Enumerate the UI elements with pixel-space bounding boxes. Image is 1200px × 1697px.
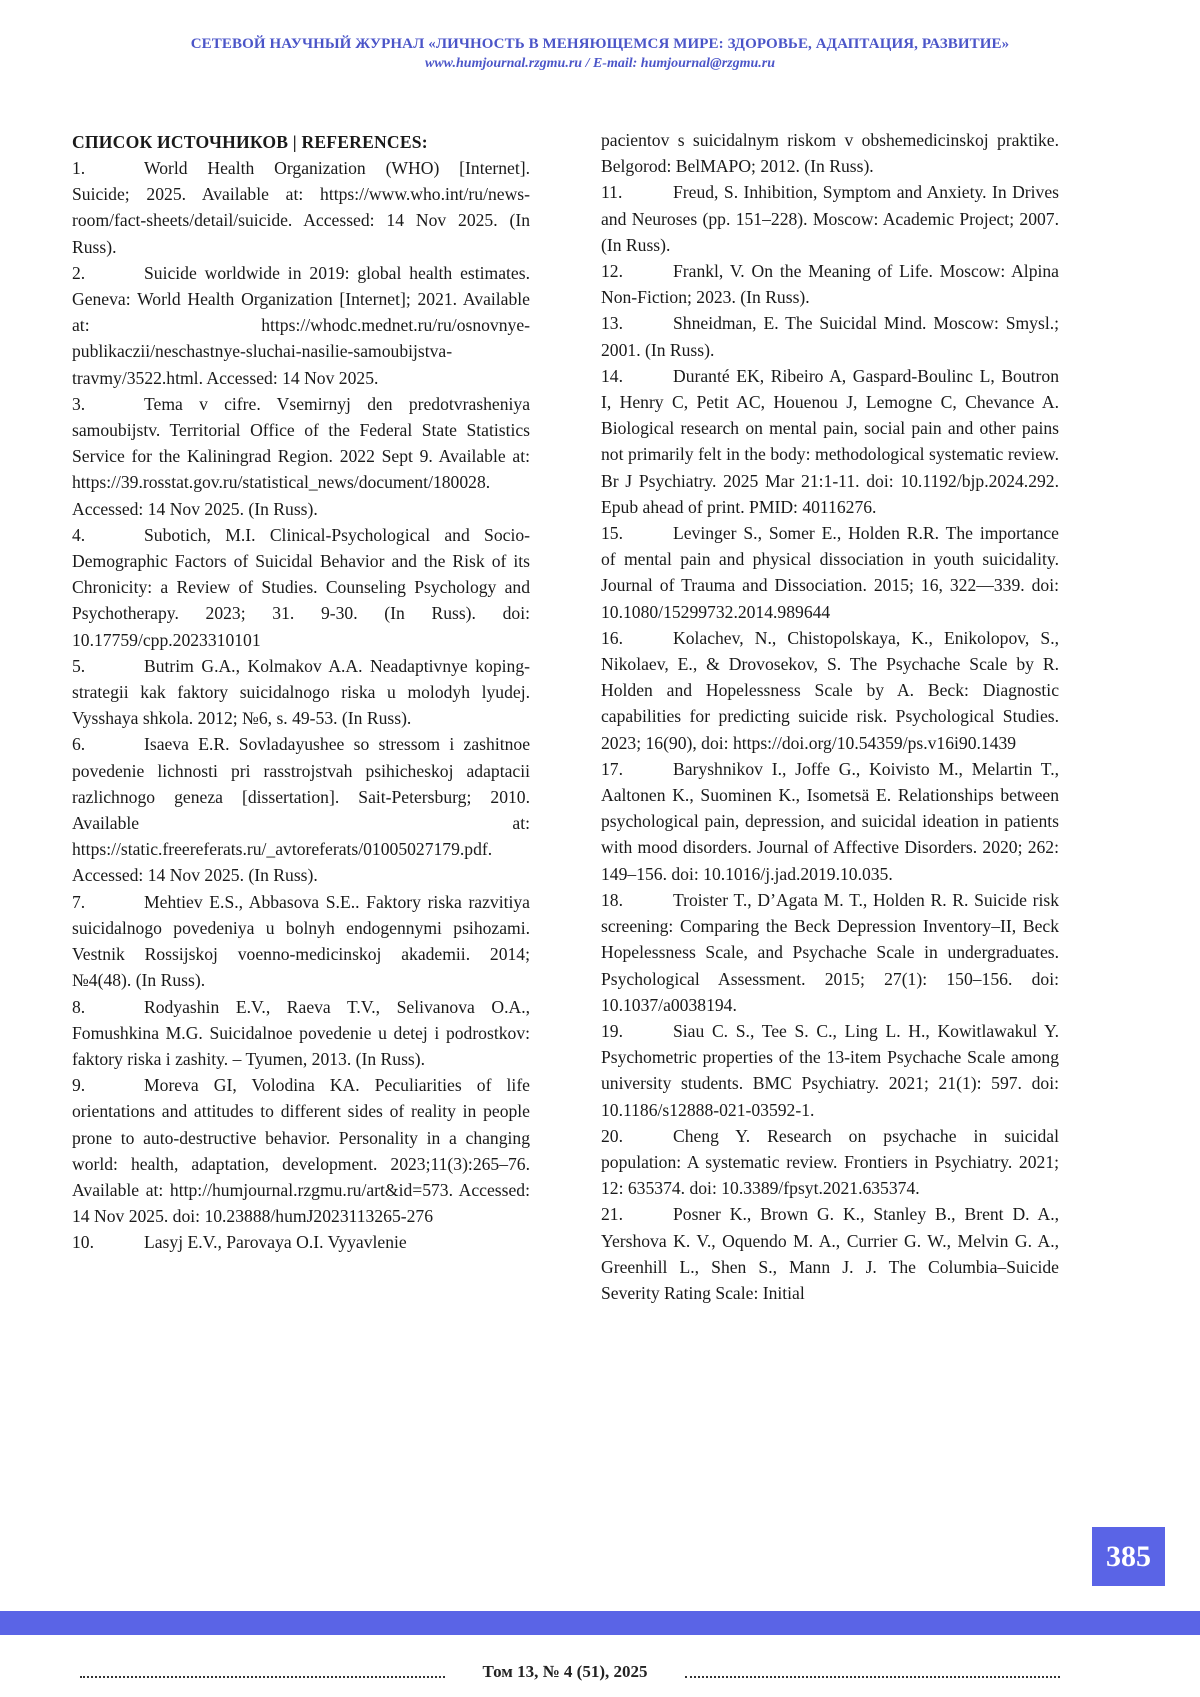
- reference-text: World Health Organization (WHO) [Internet]. Suicide; 2025. Available at: https://www.who.int/ru/news-room/fact-sheets/detail/suicide. Accessed: 14 Nov 2025. (In Russ).: [72, 158, 530, 257]
- reference-item-6: [72, 731, 530, 888]
- reference-number: 5.: [72, 655, 86, 676]
- reference-number: 15.: [601, 523, 623, 544]
- reference-item-7: [72, 889, 530, 994]
- reference-number: 12.: [601, 261, 623, 282]
- reference-number: 8.: [72, 996, 86, 1017]
- reference-text: Butrim G.A., Kolmakov A.A. Neadaptivnye koping-strategii kak faktory suicidalnogo riska u molodyh lyudej. Vysshaya shkola. 2012; №6, s. 49-53. (In Russ).: [72, 655, 530, 729]
- reference-text: Frankl, V. On the Meaning of Life. Moscow: Alpina Non-Fiction; 2023. (In Russ).: [601, 261, 1059, 308]
- reference-number: 4.: [72, 524, 86, 545]
- references-column-right: [601, 127, 1059, 1306]
- reference-number: 1.: [72, 158, 86, 178]
- reference-item-16: [601, 625, 1059, 756]
- reference-item-13: [601, 310, 1059, 362]
- reference-text: Lasyj E.V., Parovaya O.I. Vyyavlenie: [144, 1232, 407, 1253]
- reference-number: 19.: [601, 1020, 623, 1041]
- reference-text: Siau C. S., Tee S. C., Ling L. H., Kowitlawakul Y. Psychometric properties of the 13-item Psychache Scale among university students. BMC Psychiatry. 2021; 21(1): 597. doi: 10.1186/s12888-021-03592-1.: [601, 1020, 1059, 1120]
- reference-text: Kolachev, N., Chistopolskaya, K., Enikolopov, S., Nikolaev, E., & Drovosekov, S. The Psychache Scale by R. Holden and Hopelessness Scale by A. Beck: Diagnostic capabilities for predicting suicide risk. Psychological Studies. 2023; 16(90), doi: https://doi.org/10.54359/ps.v16i90.1439: [601, 627, 1059, 753]
- reference-text: Duranté EK, Ribeiro A, Gaspard-Boulinc L, Boutron I, Henry C, Petit AC, Houenou J, Lemogne C, Chevance A. Biological research on mental pain, social pain and other pains not primarily felt in the body: methodological systematic review. Br J Psychiatry. 2025 Mar 21:1-11. doi: 10.1192/bjp.2024.292. Epub ahead of print. PMID: 40116276.: [601, 365, 1059, 517]
- reference-text: Cheng Y. Research on psychache in suicidal population: A systematic review. Frontiers in Psychiatry. 2021; 12: 635374. doi: 10.3389/fpsyt.2021.635374.: [601, 1125, 1059, 1199]
- reference-item-4: [72, 522, 530, 653]
- reference-text: Levinger S., Somer E., Holden R.R. The importance of mental pain and physical dissociation in youth suicidality. Journal of Trauma and Dissociation. 2015; 16, 322—339. doi: 10.1080/15299732.2014.989644: [601, 523, 1059, 622]
- footer-dotted-line-right: [685, 1676, 1060, 1678]
- reference-number: 6.: [72, 734, 86, 755]
- reference-item-14: [601, 363, 1059, 520]
- reference-number: 13.: [601, 313, 623, 334]
- journal-website-email: www.humjournal.rzgmu.ru / E-mail: humjournal@rzgmu.ru: [425, 56, 775, 71]
- reference-item-18: [601, 887, 1059, 1018]
- reference-number: 16.: [601, 627, 623, 648]
- reference-10-continuation: pacientov s suicidalnym riskom v obshemedicinskoj praktike. Belgorod: BelMAPO; 2012. (In Russ).: [601, 130, 1059, 177]
- reference-number: 11.: [601, 182, 623, 203]
- reference-number: 7.: [72, 891, 86, 912]
- reference-item-9: [72, 1072, 530, 1229]
- reference-item-20: [601, 1123, 1059, 1202]
- reference-item-1: [72, 155, 530, 260]
- reference-number: 2.: [72, 262, 86, 283]
- reference-text: Mehtiev E.S., Abbasova S.E.. Faktory riska razvitiya suicidalnogo povedeniya u bolnyh endogennymi psihozami. Vestnik Rossijskoj voenno-medicinskoj akademii. 2014; №4(48). (In Russ).: [72, 891, 530, 991]
- reference-number: 10.: [72, 1232, 94, 1253]
- reference-item-19: [601, 1018, 1059, 1123]
- reference-text: Posner K., Brown G. K., Stanley B., Brent D. A., Yershova K. V., Oquendo M. A., Currier G. W., Melvin G. A., Greenhill L., Shen S., Mann J. J. The Columbia–Suicide Severity Rating Scale: Initial: [601, 1204, 1059, 1303]
- reference-text: Shneidman, E. The Suicidal Mind. Moscow: Smysl.; 2001. (In Russ).: [601, 313, 1059, 360]
- reference-number: 9.: [72, 1075, 86, 1096]
- reference-text: Baryshnikov I., Joffe G., Koivisto M., Melartin T., Aaltonen K., Suominen K., Isometsä E. Relationships between psychological pain, depression, and suicidal ideation in patients with mood disorders. Journal of Affective Disorders. 2020; 262: 149–156. doi: 10.1016/j.jad.2019.10.035.: [601, 758, 1059, 884]
- reference-text: Freud, S. Inhibition, Symptom and Anxiety. In Drives and Neuroses (pp. 151–228). Moscow: Academic Project; 2007. (In Russ).: [601, 182, 1059, 255]
- footer-dotted-line-left: [80, 1676, 445, 1678]
- reference-item-12: [601, 258, 1059, 310]
- reference-text: Tema v cifre. Vsemirnyj den predotvrasheniya samoubijstv. Territorial Office of the Federal State Statistics Service for the Kaliningrad Region. 2022 Sept 9. Available at: https://39.rosstat.gov.ru/statistical_news/document/180028. Accessed: 14 Nov 2025. (In Russ).: [72, 393, 530, 519]
- reference-item-15: [601, 520, 1059, 625]
- reference-item-2: [72, 260, 530, 391]
- reference-text: Isaeva E.R. Sovladayushee so stressom i zashitnoe povedenie lichnosti pri rasstrojstvah psihicheskoj adaptacii razlichnogo geneza [dissertation]. Sait-Petersburg; 2010. Available at: https://static.freereferats.ru/_avtoreferats/01005027179.pdf. Accessed: 14 Nov 2025. (In Russ).: [72, 734, 530, 886]
- reference-text: Moreva GI, Volodina KA. Peculiarities of life orientations and attitudes to different sides of reality in people prone to auto-destructive behavior. Personality in a changing world: health, adaptation, development. 2023;11(3):265–76. Available at: http://humjournal.rzgmu.ru/art&id=573. Accessed: 14 Nov 2025. doi: 10.23888/humJ2023113265-276: [72, 1075, 530, 1227]
- reference-text: Subotich, M.I. Clinical-Psychological and Socio-Demographic Factors of Suicidal Behavior and the Risk of its Chronicity: a Review of Studies. Counseling Psychology and Psychotherapy. 2023; 31. 9-30. (In Russ). doi: 10.17759/cpp.2023310101: [72, 524, 530, 650]
- reference-text: Troister T., D’Agata M. T., Holden R. R. Suicide risk screening: Comparing the Beck Depression Inventory–II, Beck Hopelessness Scale, and Psychache Scale in undergraduates. Psychological Assessment. 2015; 27(1): 150–156. doi: 10.1037/a0038194.: [601, 889, 1059, 1015]
- reference-number: 17.: [601, 758, 623, 779]
- reference-text: Suicide worldwide in 2019: global health estimates. Geneva: World Health Organization [Internet]; 2021. Available at: https://whodc.mednet.ru/ru/osnovnye-publikaczii/neschastnye-sluchai-nasilie-samoubijstva-travmy/3522.html. Accessed: 14 Nov 2025.: [72, 262, 530, 388]
- journal-title: СЕТЕВОЙ НАУЧНЫЙ ЖУРНАЛ «ЛИЧНОСТЬ В МЕНЯЮЩЕМСЯ МИРЕ: ЗДОРОВЬЕ, АДАПТАЦИЯ, РАЗВИТИЕ»: [190, 36, 1010, 52]
- reference-number: 20.: [601, 1125, 623, 1146]
- footer-color-band: [0, 1611, 1200, 1635]
- reference-item-21: [601, 1201, 1059, 1306]
- reference-item-5: [72, 653, 530, 732]
- reference-item-17: [601, 756, 1059, 887]
- footer-issue-info: Том 13, № 4 (51), 2025: [482, 1662, 648, 1681]
- reference-item-8: [72, 994, 530, 1073]
- reference-item-3: [72, 391, 530, 522]
- reference-number: 3.: [72, 393, 86, 414]
- reference-text: Rodyashin E.V., Raeva T.V., Selivanova O.A., Fomushkina M.G. Suicidalnoe povedenie u detej i podrostkov: faktory riska i zashity. – Tyumen, 2013. (In Russ).: [72, 996, 530, 1069]
- reference-number: 14.: [601, 365, 623, 386]
- reference-item-10: [72, 1229, 530, 1255]
- reference-item-11: [601, 179, 1059, 258]
- reference-number: 21.: [601, 1204, 623, 1225]
- page-number-badge: 385: [1092, 1527, 1165, 1586]
- journal-header: [0, 33, 1200, 73]
- references-column-left: [72, 129, 530, 1256]
- reference-number: 18.: [601, 889, 623, 910]
- references-heading: СПИСОК ИСТОЧНИКОВ | REFERENCES:: [72, 132, 428, 152]
